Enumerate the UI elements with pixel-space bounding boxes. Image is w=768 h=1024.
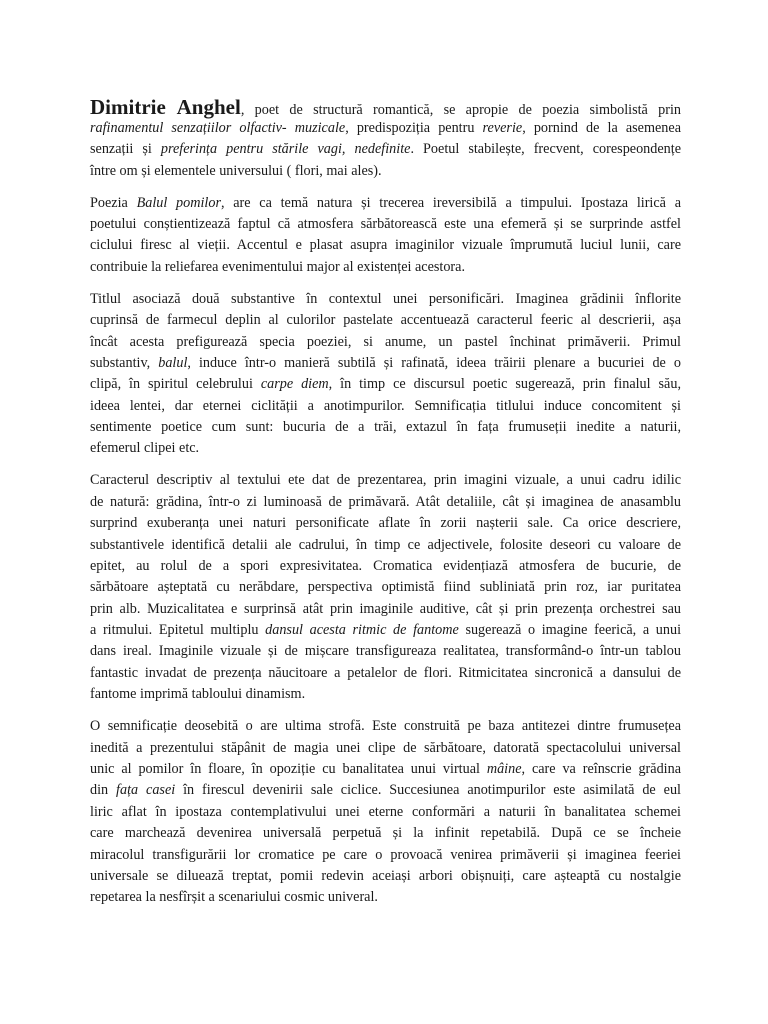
text-span: care marchează devenirea universală perpetuă și la infinit repetabilă. După ce se încheie [90,825,681,842]
text-span: inedită a prezentului stăpânit de magia unei clipe de sărbătoare, datorată spectacolului universal [90,739,681,756]
text-span: din [90,782,117,799]
text-line [90,139,681,160]
paragraph [90,470,681,705]
text-line [90,780,681,801]
text-line [90,310,681,331]
text-span: . Poetul stabilește, frecvent, corespeondențe [410,141,681,158]
text-line [90,641,681,662]
text-span: miracolul transfigurării lor cromatice pe care o provoacă venirea primăverii și imaginea feeriei [90,846,681,863]
text-span: ciclului firesc al vieții. Accentul e plasat asupra imaginilor vizuale împrumută luciul lunii, care [90,237,681,254]
text-line [90,214,681,235]
text-span: , în timp ce discursul poetic sugerează, prin finalul său, [328,376,681,393]
text-line [90,845,681,866]
text-span: cuprinsă de farmecul deplin al culorilor pastelate accentuează caracterul feeric al descrierii, așa [90,312,681,329]
text-span: de natură: grădina, într-o zi luminoasă de primăvară. Atât detaliile, cât și imaginea de anasamblu [90,493,681,510]
italic-text: dansul acesta ritmic de fantome [265,622,459,639]
text-span: fantome imprimă tabloului dinamism. [90,686,306,703]
text-line [90,118,681,139]
text-line [90,94,681,118]
text-line [90,438,681,459]
italic-text: balul [158,354,188,371]
text-span: O semnificație deosebită o are ultima strofă. Este construită pe baza antitezei dintre frumusețea [90,718,681,735]
text-line [90,161,681,182]
text-span: Titlul asociază două substantive în contextul unei personificări. Imaginea grădinii înflorite [90,290,681,307]
text-span: dans ireal. Imaginile vizuale și de mișcare transfigureaza realitatea, transformând-o într-un tablou [90,643,681,660]
italic-text: fața casei [116,782,176,799]
text-span: sentimente poetice cum sunt: bucuria de a trăi, extazul în fața frumuseții inedite a naturii, [90,419,681,436]
text-line [90,332,681,353]
paragraph [90,94,681,182]
text-line [90,802,681,823]
text-line [90,396,681,417]
text-line [90,823,681,844]
text-line [90,492,681,513]
text-span: a ritmului. Epitetul multiplu [90,622,266,639]
text-line [90,235,681,256]
text-span: substantivele identifică detalii ale cadrului, în timp ce adjectivele, folosite deseori cu valoare de [90,536,681,553]
text-line [90,193,681,214]
italic-text: preferința pentru stările vagi, nedefinite [160,141,411,158]
text-span: prin alb. Muzicalitatea e surprinsă atât prin imaginile auditive, cât și prin prezența orchestrei sau [90,600,681,617]
italic-text: rafinamentul senzațiilor olfactiv- muzicale [90,120,346,136]
text-span: senzații și [90,141,161,158]
text-span: epitet, au rolul de a spori expresivitatea. Cromatica evidențiază atmosfera de bucurie, de [90,557,681,574]
text-span: în firescul devenirii sale ciclice. Succesiunea anotimpurilor este asimilată de eul [175,782,681,799]
text-line [90,887,681,908]
text-line [90,684,681,705]
text-line [90,738,681,759]
text-span: contribuie la reliefarea evenimentului major al existenței acestora. [90,258,466,275]
document-body [90,94,681,919]
text-line [90,866,681,887]
text-span: încât acesta prefigurează specia poeziei, si anume, un pastel închinat primăverii. Primul [90,333,681,350]
text-span: ideea lentei, dar eternei ciclității a anotimpurilor. Semnificația titlului induce concomitent și [90,397,681,414]
text-span: unic al pomilor în floare, în opoziție cu banalitatea unui virtual [90,760,487,777]
italic-text: Balul pomilor [136,194,221,211]
text-span: fantastic invadat de prezența năucitoare a petalelor de flori. Ritmicitatea sincronică a dansului de [90,664,681,681]
text-line [90,353,681,374]
text-span: Poezia [90,194,137,211]
text-line [90,556,681,577]
italic-text: mâine [486,760,522,777]
text-span: substantiv, [90,354,159,371]
text-line [90,577,681,598]
text-line [90,257,681,278]
text-line [90,759,681,780]
text-line [90,374,681,395]
text-line [90,289,681,310]
italic-text: carpe diem [260,376,329,393]
text-line [90,513,681,534]
paragraph [90,193,681,279]
text-span: , pornind de la asemenea [522,120,681,136]
text-span: liric aflat în ipostaza contemplativului unei eterne conformări a naturii în banalitatea schemei [90,803,681,820]
text-span: între om și elementele universului ( flori, mai ales). [90,162,382,179]
text-span: , are ca temă natura și trecerea ireversibilă a timpului. Ipostaza lirică a [220,194,681,211]
text-span: efemerul clipei etc. [90,440,200,457]
text-span: Caracterul descriptiv al textului ete dat de prezentarea, prin imagini vizuale, a unui cadru idilic [90,472,681,489]
text-line [90,620,681,641]
text-span: sugerează o imagine feerică, a unui [458,622,682,639]
text-span: repetarea la nesfîrșit a scenariului cosmic univeral. [90,889,378,906]
text-line [90,599,681,620]
text-span: clipă, în spiritul celebrului [90,376,261,393]
text-line [90,470,681,491]
paragraph [90,716,681,909]
text-line [90,417,681,438]
text-span: poetului conștientizează faptul că atmosfera sărbătorească este una efemeră și se surprinde astfel [90,216,681,233]
author-heading: Dimitrie Anghel [90,95,241,119]
text-span: , induce într-o manieră subtilă și rafinată, ideea trăirii plenare a bucuriei de o [187,354,681,371]
text-span: , poet de structură romantică, se apropie de poezia simbolistă prin [240,102,681,118]
italic-text: reverie [482,120,523,136]
text-span: universale se diluează treptat, pomii redevin aceiași arbori obișnuiți, care așteaptă cu nostalgie [90,867,681,884]
text-span: sărbătoare așteptată cu nerăbdare, perspectiva optimistă fiind subliniată prin roz, iar puritatea [90,579,681,596]
text-line [90,663,681,684]
text-span: , care va reînscrie grădina [521,760,681,777]
text-line [90,716,681,737]
text-span: surprind exuberanța unei naturi personificate aflate în zorii nașterii sale. Ca orice descriere, [90,515,681,532]
text-line [90,535,681,556]
text-span: , predispoziția pentru [345,120,483,136]
paragraph [90,289,681,460]
